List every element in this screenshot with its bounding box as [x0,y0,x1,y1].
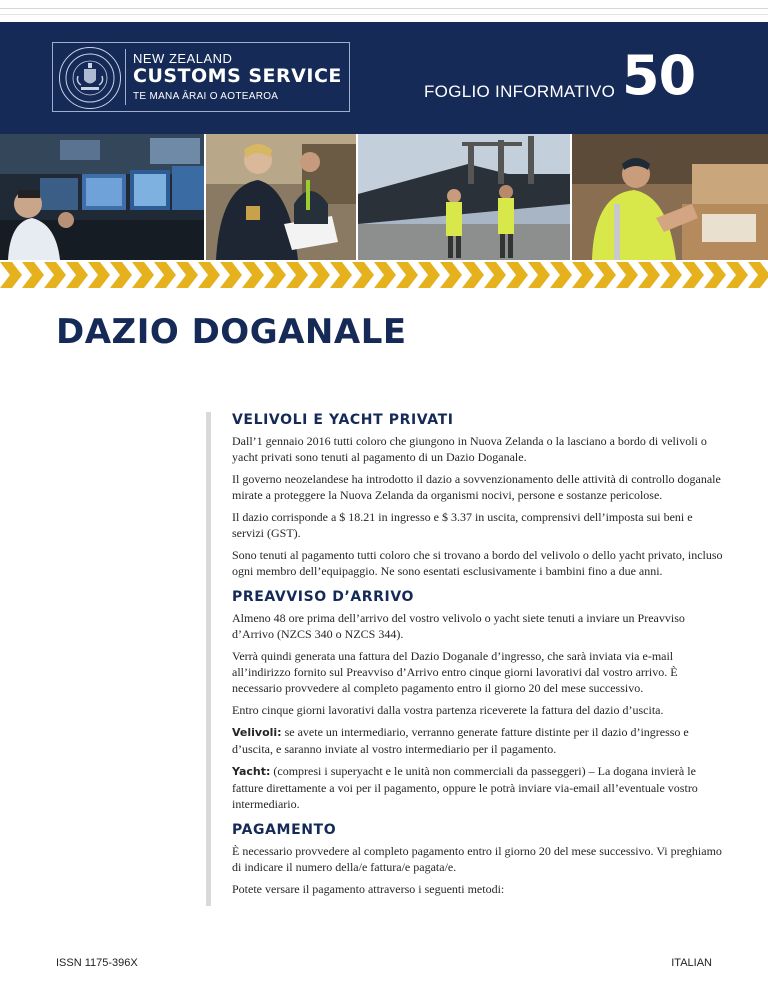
photo-strip [0,134,768,260]
inspection-photo [572,134,768,260]
velivoli-paragraph-1: Dall’1 gennaio 2016 tutti coloro che giungono in Nuova Zelanda o la lasciano a bordo di velivoli o yacht privati sono tenuti al pagamento di un Dazio Doganale. [232,434,707,464]
main-content [206,412,726,906]
org-name: CUSTOMS SERVICE [133,65,342,87]
velivoli-note-text: se avete un intermediario, verranno generate fatture distinte per il dazio d’ingresso e d’uscita, e saranno inviate al vostro intermediario per il pagamento. [232,725,689,756]
cargo-ship-photo [358,134,570,260]
yacht-note-text: (compresi i superyacht e le unità non commerciali da passeggeri) – La dogana invierà le fatture direttamente a voi per il pagamento, oppure le potrà inviare via-email all’eventuale vostro intermediario. [232,764,698,811]
preavviso-paragraph-2: Verrà quindi generata una fattura del Dazio Doganale d’ingresso, che sarà inviata via e-mail all’indirizzo fornito sul Preavviso d’Arrivo entro cinque giorni lavorativi dal vostro arrivo. È necessario provvedere al completo pagamento entro il giorno 20 del mese successivo. [232,649,678,695]
velivoli-paragraph-4: Sono tenuti al pagamento tutti coloro che si trovano a bordo del velivolo o dello yacht privato, incluso ogni membro dell’equipaggio. Ne sono esentati esclusivamente i bambini fino a due anni. [232,548,723,578]
top-rule-strip [0,0,768,22]
velivoli-paragraph-2: Il governo neozelandese ha introdotto il dazio a sovvenzionamento delle attività di controllo doganale mirate a proteggere la Nuova Zelanda da organismi nocivi, persone e sostanze pericolose. [232,472,721,502]
control-room-photo [0,134,204,260]
sheet-number: 50 [622,44,696,107]
preavviso-velivoli-note [232,724,726,757]
preavviso-paragraph-3: Entro cinque giorni lavorativi dalla vostra partenza riceverete la fattura del dazio d’uscita. [232,703,664,717]
header-banner [0,22,768,134]
preavviso-yacht-note [232,763,726,812]
section-heading-preavviso: PREAVVISO D’ARRIVO [232,589,415,605]
pagamento-paragraph-2: Potete versare il pagamento attraverso i seguenti metodi: [232,882,505,896]
sheet-label: FOGLIO INFORMATIVO [424,82,616,101]
velivoli-label: Velivoli: [232,726,282,739]
preavviso-paragraph-1: Almeno 48 ore prima dell’arrivo del vostro velivolo o yacht siete tenuti a inviare un Preavviso d’Arrivo (NZCS 340 o NZCS 344). [232,611,685,641]
language-label: ITALIAN [671,957,712,969]
velivoli-paragraph-3: Il dazio corrisponde a $ 18.21 in ingresso e $ 3.37 in uscita, comprensivi dell’imposta sui beni e servizi (GST). [232,510,693,540]
org-maori-name: TE MANA ĀRAI O AOTEAROA [133,91,279,102]
page-title: DAZIO DOGANALE [56,312,407,352]
pagamento-paragraph-1: È necessario provvedere al completo pagamento entro il giorno 20 del mese successivo. Vi preghiamo di indicare il numero della/e fattura/e pagata/e. [232,844,722,874]
section-heading-velivoli: VELIVOLI E YACHT PRIVATI [232,412,454,428]
section-heading-pagamento: PAGAMENTO [232,822,337,838]
yacht-label: Yacht: [232,765,271,778]
customs-logo [52,42,350,112]
chevron-divider [0,262,768,288]
org-country: NEW ZEALAND [133,51,233,66]
issn-number: ISSN 1175-396X [56,957,138,969]
logo-divider [125,49,126,105]
crest-icon [59,47,121,109]
customs-officer-photo [206,134,356,260]
